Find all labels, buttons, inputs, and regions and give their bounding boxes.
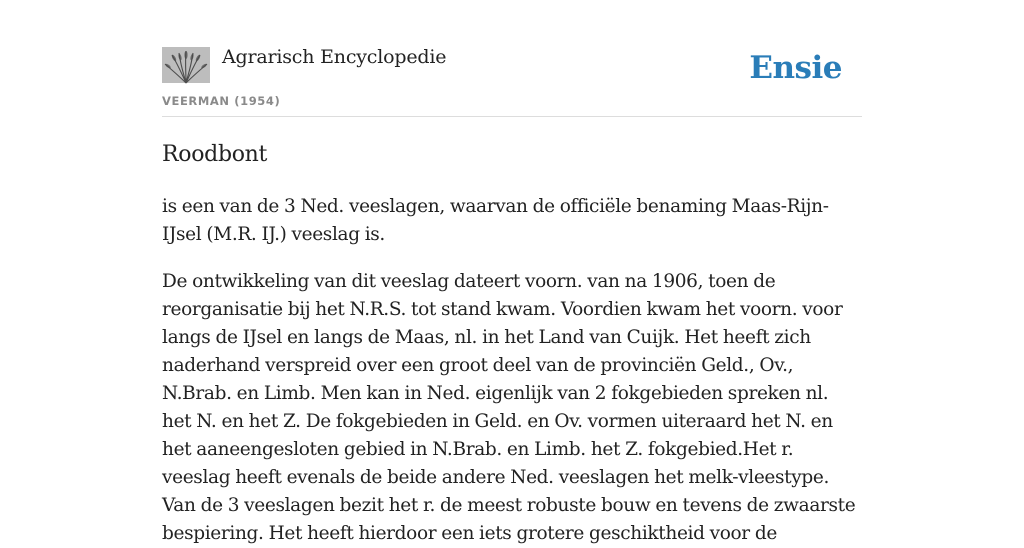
- article-paragraph-2: De ontwikkeling van dit veeslag dateert voorn. van na 1906, toen de reorganisatie bij het N.R.S. tot stand kwam. Voordien kwam het voorn. voor langs de IJsel en langs de Maas, nl. in het Land van Cuijk. Het heeft zich naderhand verspreid over een groot deel van de provinciën Geld., Ov., N.Brab. en Limb. Men kan in Ned. eigenlijk van 2 fokgebieden spreken nl. het N. en het Z. De fokgebieden in Geld. en Ov. vormen uiteraard het N. en het aaneengesloten gebied in N.Brab. en Limb. het Z. fokgebied.Het r. veeslag heeft evenals de beide andere Ned. veeslagen het melk-vleestype. Van de 3 veeslagen bezit het r. de meest robuste bouw en tevens de zwaarste bespiering. Het heeft hierdoor een iets grotere geschiktheid voor de: [162, 271, 856, 544]
- source-title[interactable]: Agrarisch Encyclopedie: [222, 46, 447, 68]
- article: [162, 140, 862, 548]
- source-subtitle: VEERMAN (1954): [162, 94, 281, 108]
- wheat-ears-icon[interactable]: [162, 47, 210, 83]
- article-title: Roodbont: [162, 142, 268, 167]
- page-header: [162, 40, 862, 117]
- brand-logo[interactable]: Ensie: [749, 50, 842, 86]
- article-paragraph-1: is een van de 3 Ned. veeslagen, waarvan de officiële benaming Maas-Rijn-IJsel (M.R. IJ.) veeslag is.: [162, 196, 829, 245]
